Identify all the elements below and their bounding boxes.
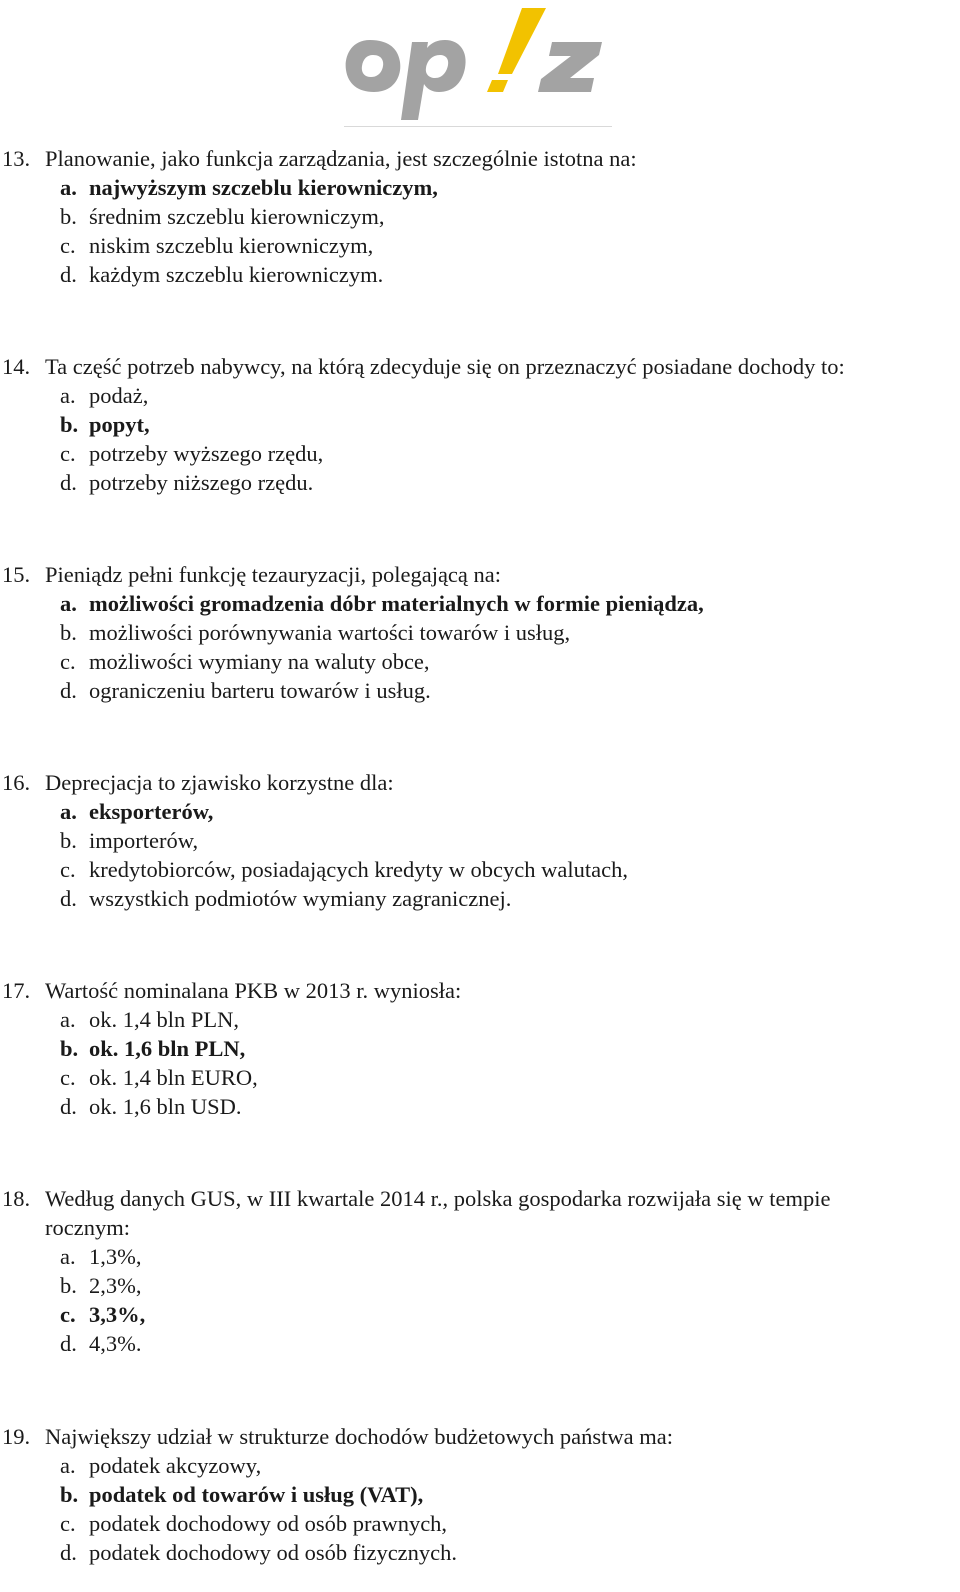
question-block [0, 144, 960, 289]
answer-option [0, 647, 960, 676]
logo-divider [344, 126, 612, 127]
answer-text: możliwości gromadzenia dóbr materialnych w formie pieniądza, [89, 591, 704, 616]
question-text: Ta część potrzeb nabywcy, na którą zdecyduje się on przeznaczyć posiadane dochody to: [45, 354, 845, 379]
answer-letter: d. [60, 886, 77, 911]
question-number: 14. [2, 354, 31, 379]
question-text: rocznym: [45, 1215, 130, 1240]
answer-option [0, 468, 960, 497]
answer-text: 1,3%, [89, 1244, 142, 1269]
answer-letter: a. [60, 383, 76, 408]
question-number: 19. [2, 1424, 31, 1449]
answer-text: podatek dochodowy od osób prawnych, [89, 1511, 448, 1536]
answer-letter: a. [60, 1453, 76, 1478]
answer-text: ograniczeniu barteru towarów i usług. [89, 678, 431, 703]
answer-text: wszystkich podmiotów wymiany zagranicznej. [89, 886, 512, 911]
answer-letter: b. [60, 1036, 79, 1061]
answer-option [0, 1451, 960, 1480]
answer-letter: d. [60, 1094, 77, 1119]
answer-option [0, 1329, 960, 1358]
answer-text: ok. 1,4 bln EURO, [89, 1065, 258, 1090]
answer-letter: a. [60, 175, 77, 200]
answer-text: 4,3%. [89, 1331, 142, 1356]
answer-option [0, 439, 960, 468]
answer-text: kredytobiorców, posiadających kredyty w obcych walutach, [89, 857, 628, 882]
answer-text: potrzeby wyższego rzędu, [89, 441, 324, 466]
answer-option-correct [0, 1480, 960, 1509]
answer-option [0, 884, 960, 913]
question-block [0, 352, 960, 497]
logo-exclamation [498, 8, 546, 74]
answer-option [0, 381, 960, 410]
question-text: Wartość nominalana PKB w 2013 r. wyniosła: [45, 978, 462, 1003]
answer-option [0, 1271, 960, 1300]
answer-text: każdym szczeblu kierowniczym. [89, 262, 384, 287]
answer-letter: c. [60, 649, 76, 674]
question-text: Planowanie, jako funkcja zarządzania, jest szczególnie istotna na: [45, 146, 637, 171]
answer-option-correct [0, 589, 960, 618]
question-text: Pieniądz pełni funkcję tezauryzacji, polegającą na: [45, 562, 502, 587]
question-text: Największy udział w strukturze dochodów budżetowych państwa ma: [45, 1424, 673, 1449]
question-block [0, 768, 960, 913]
answer-text: niskim szczeblu kierowniczym, [89, 233, 374, 258]
question-line [0, 560, 960, 589]
question-line [0, 976, 960, 1005]
answer-text: podatek od towarów i usług (VAT), [89, 1482, 424, 1507]
answer-text: podatek dochodowy od osób fizycznych. [89, 1540, 458, 1565]
question-number: 15. [2, 562, 31, 587]
answer-text: średnim szczeblu kierowniczym, [89, 204, 385, 229]
answer-letter: c. [60, 1511, 76, 1536]
answer-letter: d. [60, 1540, 77, 1565]
answer-letter: d. [60, 678, 77, 703]
question-number: 17. [2, 978, 31, 1003]
answer-text: 3,3%, [89, 1302, 146, 1327]
answer-option-correct [0, 1034, 960, 1063]
answer-letter: d. [60, 1331, 77, 1356]
answer-text: możliwości wymiany na waluty obce, [89, 649, 430, 674]
answer-letter: b. [60, 412, 79, 437]
answer-text: podaż, [89, 383, 149, 408]
question-number: 16. [2, 770, 31, 795]
logo-letter-z [538, 42, 602, 92]
answer-option [0, 676, 960, 705]
answer-text: ok. 1,6 bln USD. [89, 1094, 242, 1119]
answer-option [0, 260, 960, 289]
answer-text: ok. 1,6 bln PLN, [89, 1036, 246, 1061]
answer-option [0, 826, 960, 855]
logo-letter-p [401, 40, 466, 120]
answer-option [0, 1242, 960, 1271]
question-text: Według danych GUS, w III kwartale 2014 r., polska gospodarka rozwijała się w tempie [45, 1186, 831, 1211]
answer-letter: a. [60, 799, 77, 824]
answer-text: 2,3%, [89, 1273, 142, 1298]
answer-text: podatek akcyzowy, [89, 1453, 262, 1478]
question-line [0, 1184, 960, 1213]
logo-exclamation-dot [487, 80, 508, 92]
answer-letter: b. [60, 620, 77, 645]
answer-option-correct [0, 410, 960, 439]
answer-letter: d. [60, 262, 77, 287]
answer-text: popyt, [89, 412, 150, 437]
question-number: 18. [2, 1186, 31, 1211]
question-block [0, 560, 960, 705]
answer-option [0, 1092, 960, 1121]
answer-text: ok. 1,4 bln PLN, [89, 1007, 240, 1032]
answer-letter: b. [60, 204, 77, 229]
answer-letter: b. [60, 828, 77, 853]
answer-option [0, 202, 960, 231]
opiz-logo [340, 0, 616, 130]
answer-letter: a. [60, 591, 77, 616]
answer-option-correct [0, 797, 960, 826]
answer-letter: a. [60, 1244, 76, 1269]
answer-option [0, 1538, 960, 1567]
answer-letter: c. [60, 1302, 76, 1327]
logo-letter-o [346, 40, 401, 92]
answer-letter: c. [60, 1065, 76, 1090]
question-number: 13. [2, 146, 31, 171]
answer-option-correct [0, 173, 960, 202]
answer-text: eksporterów, [89, 799, 214, 824]
answer-option [0, 231, 960, 260]
question-line [0, 144, 960, 173]
answer-option [0, 1509, 960, 1538]
answer-letter: d. [60, 470, 77, 495]
question-block [0, 1422, 960, 1567]
question-block [0, 976, 960, 1121]
answer-option [0, 618, 960, 647]
answer-letter: b. [60, 1273, 77, 1298]
answer-option [0, 855, 960, 884]
answer-text: najwyższym szczeblu kierowniczym, [89, 175, 438, 200]
answer-option [0, 1063, 960, 1092]
answer-text: możliwości porównywania wartości towarów i usług, [89, 620, 571, 645]
question-block [0, 1184, 960, 1358]
answer-letter: b. [60, 1482, 79, 1507]
answer-option-correct [0, 1300, 960, 1329]
question-line [0, 352, 960, 381]
answer-letter: c. [60, 441, 76, 466]
answer-letter: c. [60, 857, 76, 882]
answer-letter: a. [60, 1007, 76, 1032]
answer-text: potrzeby niższego rzędu. [89, 470, 314, 495]
answer-option [0, 1005, 960, 1034]
question-line [0, 1213, 960, 1242]
answer-letter: c. [60, 233, 76, 258]
answer-text: importerów, [89, 828, 199, 853]
question-line [0, 768, 960, 797]
question-line [0, 1422, 960, 1451]
question-text: Deprecjacja to zjawisko korzystne dla: [45, 770, 394, 795]
